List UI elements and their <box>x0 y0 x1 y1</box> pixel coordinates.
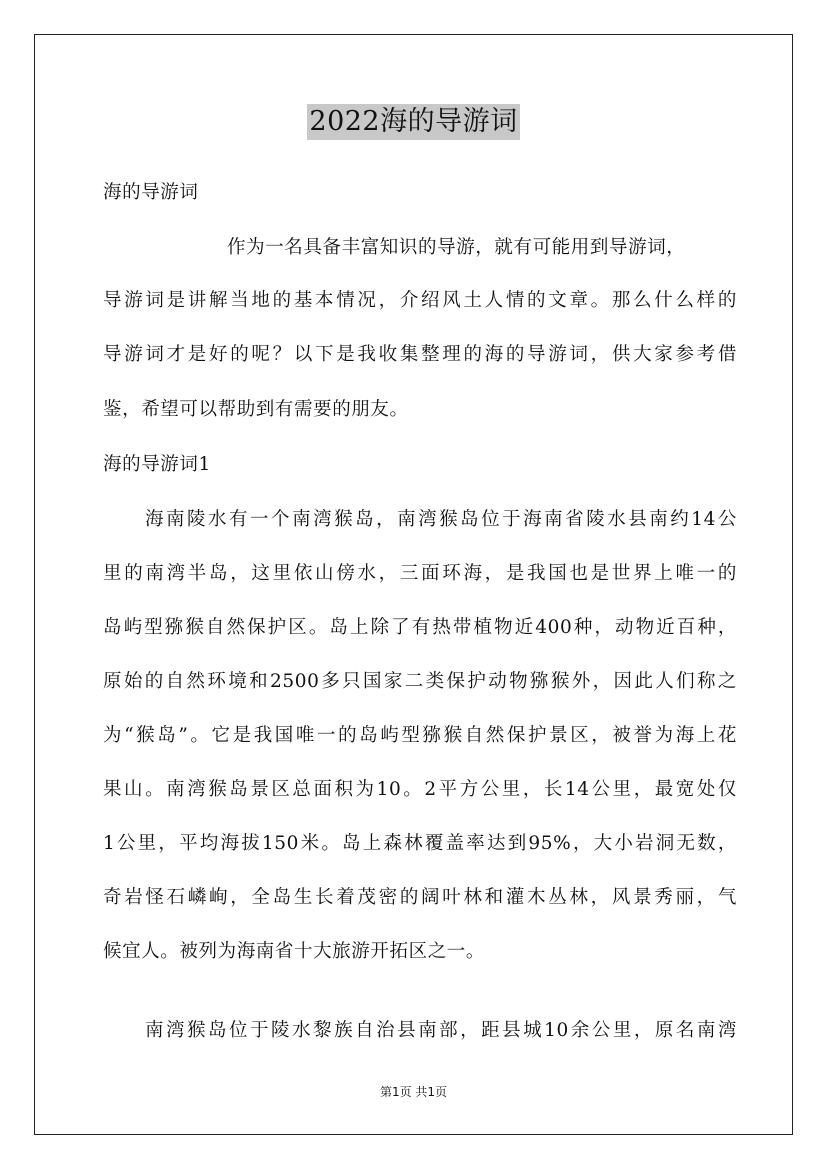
section-heading: 海的导游词 <box>103 182 199 203</box>
paragraph-line: 作为一名具备丰富知识的导游，就有可能用到导游词， <box>227 237 686 258</box>
paragraph-line: 南湾猴岛位于陵水黎族自治县南部，距县城10余公里，原名南湾 <box>145 1020 737 1041</box>
title-container <box>0 104 827 140</box>
paragraph-line: 海南陵水有一个南湾猴岛，南湾猴岛位于海南省陵水县南约14公 <box>145 509 737 530</box>
paragraph-line: 导游词才是好的呢？以下是我收集整理的海的导游词，供大家参考借 <box>103 344 737 365</box>
section-heading: 海的导游词1 <box>103 454 211 475</box>
paragraph-line: 为“猴岛”。它是我国唯一的岛屿型猕猴自然保护景区，被誉为海上花 <box>103 725 737 746</box>
paragraph-line: 鉴，希望可以帮助到有需要的朋友。 <box>103 399 409 420</box>
paragraph-line: 1公里，平均海拔150米。岛上森林覆盖率达到95%，大小岩洞无数， <box>103 833 737 854</box>
paragraph-line: 导游词是讲解当地的基本情况，介绍风土人情的文章。那么什么样的 <box>103 290 737 311</box>
paragraph-line: 奇岩怪石嶙峋，全岛生长着茂密的阔叶林和灌木丛林，风景秀丽，气 <box>103 887 737 908</box>
page-footer: 第1页 共1页 <box>379 1085 448 1099</box>
paragraph-line: 候宜人。被列为海南省十大旅游开拓区之一。 <box>103 941 486 962</box>
paragraph-line: 里的南湾半岛，这里依山傍水，三面环海，是我国也是世界上唯一的 <box>103 563 737 584</box>
document-title: 2022海的导游词 <box>307 104 519 140</box>
paragraph-line: 果山。南湾猴岛景区总面积为10。2平方公里，长14公里，最宽处仅 <box>103 779 737 800</box>
paragraph-line: 岛屿型猕猴自然保护区。岛上除了有热带植物近400种，动物近百种， <box>103 617 737 638</box>
paragraph-line: 原始的自然环境和2500多只国家二类保护动物猕猴外，因此人们称之 <box>103 671 737 692</box>
